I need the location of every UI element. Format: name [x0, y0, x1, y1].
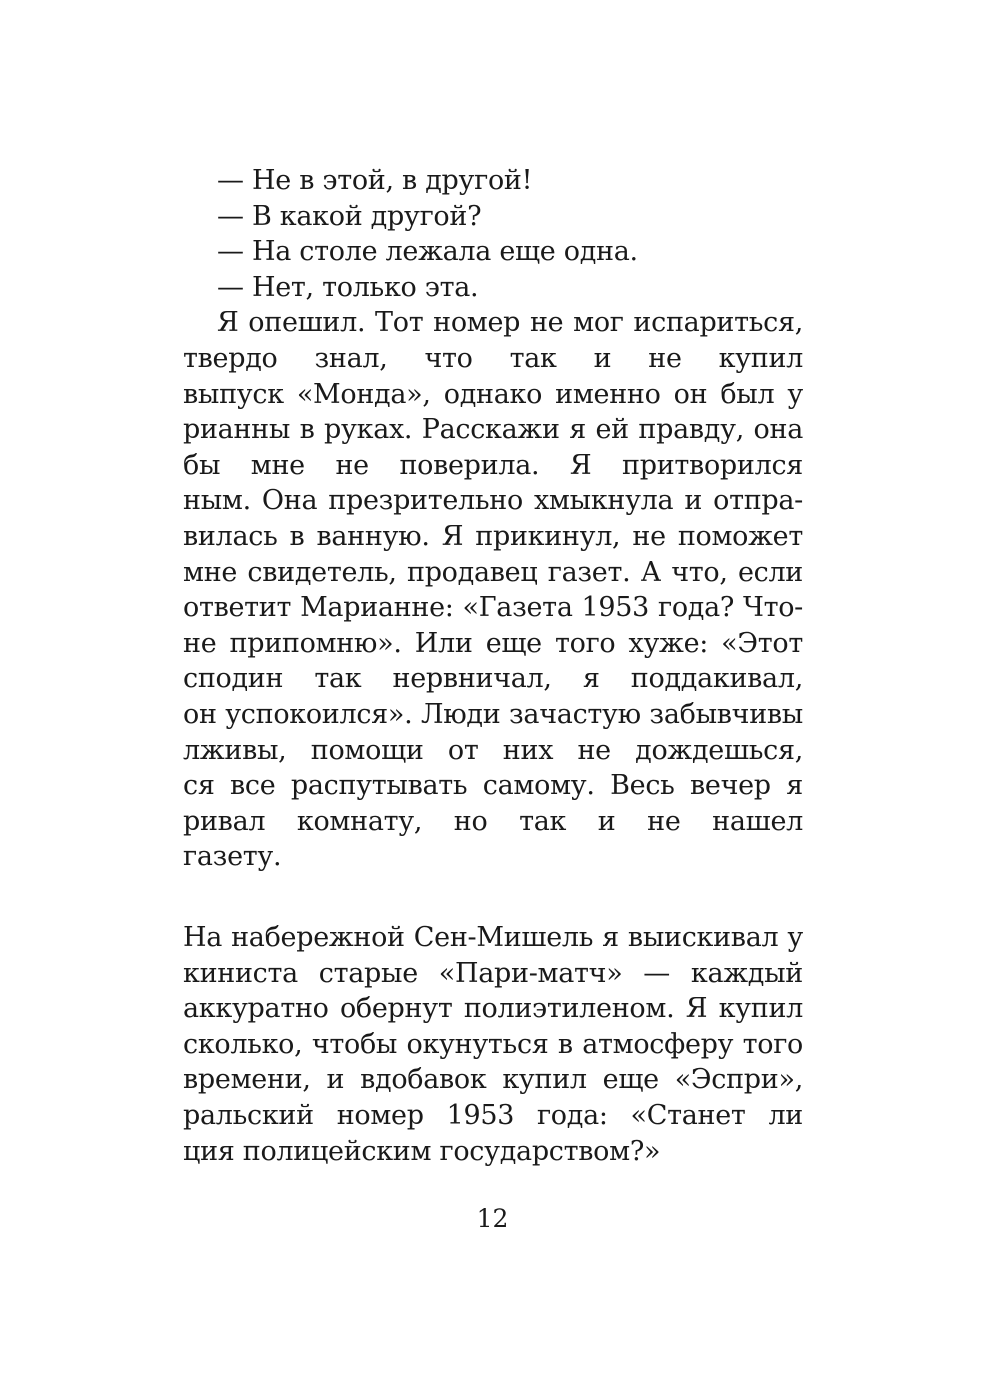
paragraph-line: газету.	[183, 841, 282, 873]
paragraph-line: лживы, помощи от них не дождешься,	[183, 734, 803, 766]
paragraph-line: бы мне не поверила. Я притворился	[183, 449, 803, 481]
paragraph-line: ривал комнату, но так и не нашел	[183, 805, 803, 837]
paragraph-line: ным. Она презрительно хмыкнула и отпра-	[183, 485, 803, 517]
paragraph-line: киниста старые «Пари-матч» — каждый	[183, 957, 803, 989]
paragraph-line: сколько, чтобы окунуться в атмосферу того	[183, 1028, 803, 1060]
main-text	[183, 163, 803, 875]
paragraph-line: мне свидетель, продавец газет. А что, если	[183, 556, 803, 588]
dialogue-line: — На столе лежала еще одна.	[217, 236, 638, 268]
dialogue-line: — В какой другой?	[217, 200, 482, 232]
paragraph-line: выпуск «Монда», однако именно он был у	[183, 378, 803, 410]
paragraph-line: аккуратно обернут полиэтиленом. Я купил	[183, 993, 803, 1025]
paragraph-line: времени, и вдобавок купил еще «Эспри»,	[183, 1064, 803, 1096]
paragraph-line: ся все распутывать самому. Весь вечер я	[183, 770, 803, 802]
paragraph-line: твердо знал, что так и не купил	[183, 342, 803, 374]
dialogue-line: — Нет, только эта.	[217, 271, 479, 303]
page-number: 12	[476, 1204, 509, 1233]
paragraph-line: не припомню». Или еще того хуже: «Этот	[183, 627, 803, 659]
paragraph-line: ция полицейским государством?»	[183, 1135, 661, 1167]
paragraph-line: вилась в ванную. Я прикинул, не поможет	[183, 520, 803, 552]
paragraph-line: он успокоился». Люди зачастую забывчивы	[183, 698, 803, 730]
paragraph-line: Я опешил. Тот номер не мог испариться,	[217, 307, 803, 339]
section-text	[183, 920, 803, 1169]
dialogue-line: — Не в этой, в другой!	[217, 165, 533, 196]
paragraph-line: ральский номер 1953 года: «Станет ли	[183, 1099, 803, 1131]
paragraph-line: рианны в руках. Расскажи я ей правду, она	[183, 414, 803, 446]
paragraph-line: сподин так нервничал, я поддакивал,	[183, 663, 803, 695]
paragraph-line: На набережной Сен-Мишель я выискивал у	[183, 922, 803, 953]
paragraph-line: ответит Марианне: «Газета 1953 года? Что-	[183, 592, 803, 624]
